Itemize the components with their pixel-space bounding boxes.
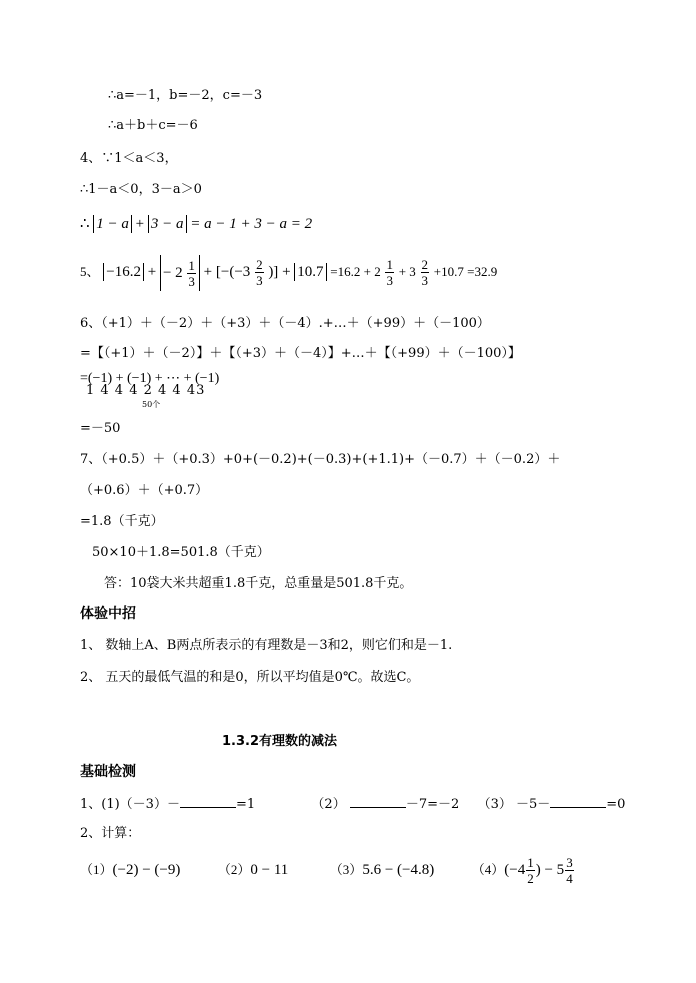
neg-2: − 2: [162, 264, 183, 281]
frac-den: 3: [421, 273, 429, 289]
p6-underbrace: 1 4 4 4 2 4 4 43: [86, 383, 206, 398]
fraction-1-2: [526, 855, 535, 886]
calc4-pre: (−4: [504, 862, 526, 878]
p7-line-1: 7、（+0.5）＋（+0.3）+0+(－0.2)+(－0.3)+(+1.1)+（－0.7）＋（－0.2）＋: [80, 452, 561, 467]
fraction-3-4: [565, 855, 574, 886]
calc1-label: （1）: [80, 862, 113, 877]
p6-line-2: =【（+1）＋（－2）】＋【（+3）＋（－4）】+…＋【（+99）＋（－100）】: [80, 346, 521, 361]
fraction-2-3: [255, 257, 264, 288]
frac-den: 2: [527, 871, 534, 887]
frac-num: 1: [188, 257, 195, 273]
answer-blank-2[interactable]: [350, 795, 406, 808]
abs-neg-2-1-3: [160, 255, 200, 291]
section1-q2: 2、 五天的最低气温的和是0，所以平均值是0℃。故选C。: [80, 670, 420, 685]
p5-eq-3: +10.7 =32.9: [433, 264, 498, 279]
frac-num: 2: [256, 257, 263, 273]
calc2-label: （2）: [217, 862, 251, 877]
section1-q1: 1、 数轴上A、B两点所表示的有理数是－3和2，则它们和是－1.: [80, 638, 453, 653]
p5-label: 5、: [80, 264, 100, 279]
p7-line-4: 50×10＋1.8=501.8（千克）: [92, 545, 270, 560]
q1-part-b: =1: [235, 797, 256, 812]
p6-line-3: =(−1) + (−1) + ⋯ + (−1): [80, 371, 220, 386]
p4-result: = a − 1 + 3 − a = 2: [190, 216, 313, 232]
calc1-expr: (−2) − (−9): [112, 862, 181, 878]
fraction-1-3-b: [385, 257, 394, 288]
q1-part-d: －7=－2: [405, 797, 460, 812]
bracket-open: [−(−3: [215, 264, 251, 280]
bracket-close: )]: [268, 264, 279, 280]
q2-calc-line: [80, 853, 575, 887]
p5-eq-2: + 3: [398, 264, 416, 279]
p7-line-3: =1.8（千克）: [80, 514, 164, 529]
fraction-1-3: [187, 258, 196, 289]
plus-1: +: [147, 264, 157, 280]
calc3-label: （3）: [329, 862, 363, 877]
abs-10-7: 10.7: [294, 263, 326, 281]
calc4-mid: ) − 5: [535, 862, 565, 878]
p4-line-1: 4、∵1＜a＜3，: [80, 151, 178, 166]
plus-sign: +: [135, 216, 145, 232]
section-heading-jichu: 基础检测: [80, 764, 136, 780]
q2-label: 2、计算：: [80, 826, 141, 841]
plus-2: +: [203, 264, 213, 280]
p6-line-1: 6、（+1）＋（－2）＋（+3）＋（－4）.+…＋（+99）＋（－100）: [80, 316, 490, 331]
p3-line-2: ∴a＋b＋c=－6: [108, 118, 198, 133]
section-title-1-3-2: 1.3.2有理数的减法: [222, 734, 338, 749]
plus-3: +: [282, 264, 291, 280]
therefore-symbol: ∴: [80, 216, 90, 232]
calc3-expr: 5.6 − (−4.8): [362, 862, 435, 878]
q1-line: [80, 795, 625, 813]
q1-part-e: （3） －5－: [477, 797, 551, 812]
frac-den: 3: [188, 273, 195, 289]
fraction-2-3-b: [421, 257, 430, 288]
frac-den: 3: [256, 273, 263, 289]
abs-1-minus-a: 1 − a: [93, 215, 132, 233]
section-heading-tiyan: 体验中招: [80, 606, 136, 622]
answer-blank-1[interactable]: [180, 795, 236, 808]
q1-part-f: =0: [606, 797, 626, 812]
p7-line-2: （+0.6）＋（+0.7）: [80, 483, 209, 498]
p7-answer: 答：10袋大米共超重1.8千克，总重量是501.8千克。: [104, 576, 413, 591]
q1-part-a: 1、(1)（－3）－: [80, 797, 180, 812]
calc4-label: （4）: [471, 862, 505, 877]
abs-3-minus-a: 3 − a: [148, 215, 187, 233]
p6-line-4: =－50: [80, 421, 121, 436]
p5-eq-1: =16.2 + 2: [330, 264, 381, 279]
frac-num: 1: [386, 257, 393, 273]
p6-brace-label: 50个: [142, 400, 161, 409]
q1-part-c: （2）: [311, 797, 346, 812]
frac-num: 1: [527, 855, 534, 871]
frac-num: 2: [421, 257, 429, 273]
frac-den: 4: [566, 871, 573, 887]
frac-num: 3: [566, 855, 573, 871]
answer-blank-3[interactable]: [550, 795, 606, 808]
calc2-expr: 0 − 11: [250, 862, 289, 878]
p4-line-2: ∴1－a＜0，3－a＞0: [80, 182, 202, 197]
p4-line-3: [80, 215, 312, 233]
p5-line: [80, 254, 497, 291]
frac-den: 3: [386, 273, 393, 289]
p3-line-1: ∴a=－1，b=－2，c=－3: [108, 88, 263, 103]
abs-neg-16-2: −16.2: [103, 263, 144, 281]
